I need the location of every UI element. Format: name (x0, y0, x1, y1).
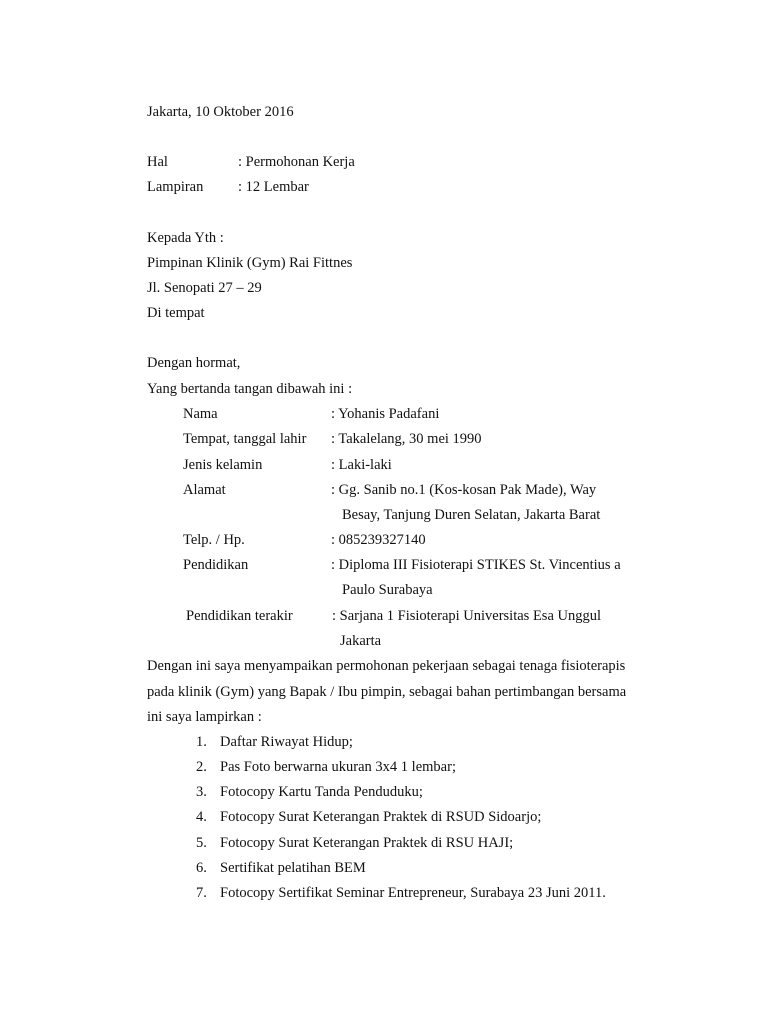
greeting: Dengan hormat, (147, 355, 241, 371)
field-label: Nama (183, 406, 218, 422)
list-item: Fotocopy Surat Keterangan Praktek di RSU HAJI; (220, 835, 514, 851)
field-label: Pendidikan (183, 557, 249, 573)
list-item: Fotocopy Sertifikat Seminar Entrepreneur, Surabaya 23 Juni 2011. (220, 885, 606, 901)
attachment-value: : 12 Lembar (238, 179, 309, 195)
body-line: Dengan ini saya menyampaikan permohonan pekerjaan sebagai tenaga fisioterapis (147, 658, 626, 674)
list-item: Fotocopy Kartu Tanda Penduduku; (220, 784, 423, 800)
attachment-label: Lampiran (147, 179, 204, 195)
field-label: Telp. / Hp. (183, 532, 245, 548)
recipient-line: Jl. Senopati 27 – 29 (147, 280, 262, 296)
recipient-line: Kepada Yth : (147, 230, 224, 246)
list-item: Daftar Riwayat Hidup; (220, 734, 353, 750)
list-number: 6. (196, 860, 207, 876)
body-line: pada klinik (Gym) yang Bapak / Ibu pimpin, sebagai bahan pertimbangan bersama (147, 684, 627, 700)
field-value: : Gg. Sanib no.1 (Kos-kosan Pak Made), Way (331, 482, 597, 498)
field-value-continued: Besay, Tanjung Duren Selatan, Jakarta Barat (342, 507, 601, 523)
body-line: ini saya lampirkan : (147, 709, 262, 725)
field-value: : Diploma III Fisioterapi STIKES St. Vincentius a (331, 557, 621, 573)
intro-line: Yang bertanda tangan dibawah ini : (147, 381, 353, 397)
field-value: : 085239327140 (331, 532, 426, 548)
date-line: Jakarta, 10 Oktober 2016 (147, 104, 294, 120)
field-value: : Sarjana 1 Fisioterapi Universitas Esa Unggul (332, 608, 602, 624)
field-value: : Takalelang, 30 mei 1990 (331, 431, 482, 447)
subject-label: Hal (147, 154, 168, 170)
list-item: Pas Foto berwarna ukuran 3x4 1 lembar; (220, 759, 456, 775)
field-label: Alamat (183, 482, 226, 498)
subject-value: : Permohonan Kerja (238, 154, 355, 170)
field-value: : Laki-laki (331, 457, 392, 473)
list-number: 3. (196, 784, 207, 800)
list-item: Sertifikat pelatihan BEM (220, 860, 366, 876)
field-label: Tempat, tanggal lahir (183, 431, 307, 447)
list-number: 1. (196, 734, 207, 750)
list-item: Fotocopy Surat Keterangan Praktek di RSUD Sidoarjo; (220, 809, 542, 825)
list-number: 4. (196, 809, 207, 825)
recipient-line: Pimpinan Klinik (Gym) Rai Fittnes (147, 255, 353, 271)
list-number: 5. (196, 835, 207, 851)
field-label: Pendidikan terakir (186, 608, 293, 624)
field-label: Jenis kelamin (183, 457, 263, 473)
field-value-continued: Paulo Surabaya (342, 582, 433, 598)
field-value: : Yohanis Padafani (331, 406, 440, 422)
list-number: 7. (196, 885, 207, 901)
list-number: 2. (196, 759, 207, 775)
field-value-continued: Jakarta (340, 633, 382, 649)
recipient-line: Di tempat (147, 305, 205, 321)
